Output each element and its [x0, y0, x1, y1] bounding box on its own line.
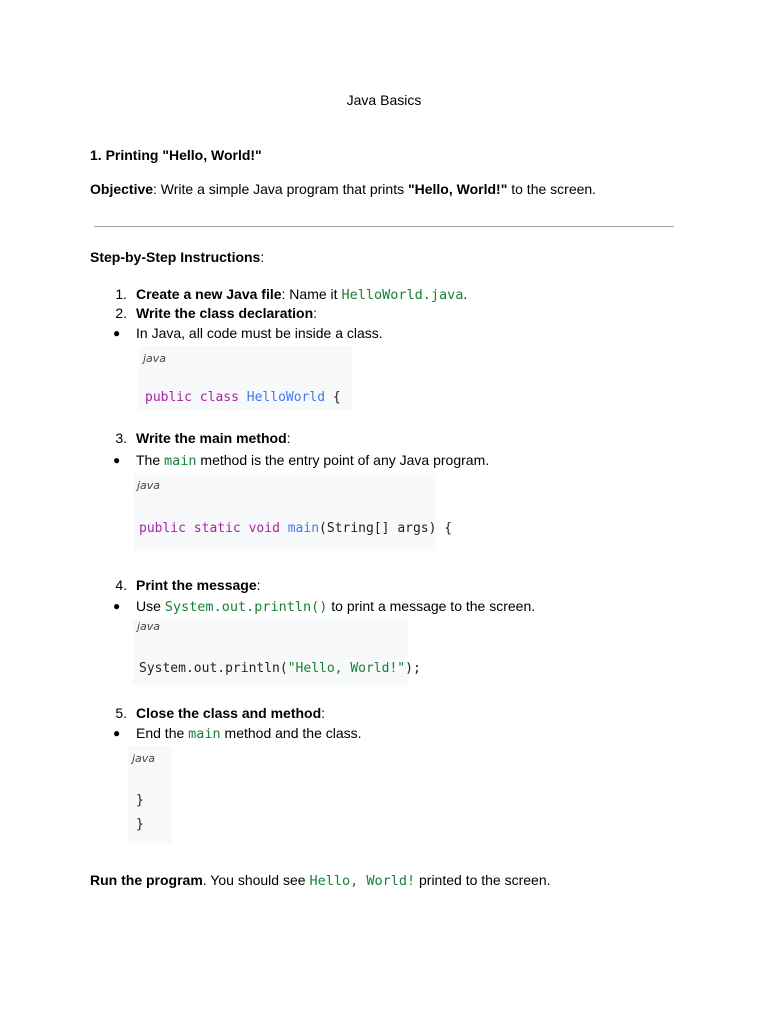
- step-3-bullet-code: main: [164, 453, 197, 469]
- code-block-class: [139, 346, 352, 410]
- objective-label: Objective: [90, 181, 154, 197]
- bullet-icon: ●: [113, 599, 121, 613]
- code-block-println: [133, 619, 421, 685]
- horizontal-divider: [94, 226, 674, 227]
- step-4-bullet: [136, 597, 535, 616]
- step-4-title: Print the message: [136, 577, 257, 593]
- code-line: [139, 521, 452, 536]
- step-3-title: Write the main method: [136, 430, 287, 446]
- code-block-closing-braces: [128, 746, 172, 843]
- instructions-heading-colon: :: [260, 249, 265, 265]
- step-5-bullet-text-end: method and the class.: [220, 725, 362, 741]
- code-keyword: public: [145, 390, 192, 405]
- code-function-name: main: [287, 521, 320, 536]
- run-output-code: Hello, World!: [309, 873, 416, 889]
- step-3-colon: :: [286, 430, 291, 446]
- step-4-bullet-text-end: to print a message to the screen.: [327, 598, 536, 614]
- step-number: 3.: [115, 430, 127, 446]
- step-2-bullet: In Java, all code must be inside a class.: [136, 325, 383, 341]
- objective-hello-world: "Hello, World!": [407, 181, 508, 197]
- step-4-bullet-code: System.out.println(): [164, 599, 328, 615]
- document-title: Java Basics: [346, 92, 422, 108]
- step-3-bullet: [136, 451, 489, 470]
- code-keyword: static: [193, 521, 241, 536]
- instructions-heading-label: Step-by-Step Instructions: [90, 249, 261, 265]
- code-params: (String[] args) {: [319, 521, 453, 536]
- run-text: . You should see: [202, 872, 310, 888]
- step-number: 5.: [115, 705, 127, 721]
- bullet-icon: ●: [113, 453, 121, 467]
- bullet-icon: ●: [113, 326, 121, 340]
- step-4: [136, 576, 261, 594]
- code-line: }: [136, 817, 144, 832]
- code-language-label: java: [132, 752, 156, 765]
- step-2-colon: :: [313, 305, 318, 321]
- step-1-period: .: [463, 286, 468, 302]
- step-5-colon: :: [321, 705, 326, 721]
- instructions-heading: [90, 248, 264, 266]
- step-5: [136, 704, 325, 722]
- step-5-bullet-code: main: [188, 726, 221, 742]
- code-call: System.out.println(: [139, 661, 288, 676]
- step-4-bullet-text: Use: [136, 598, 165, 614]
- code-class-name: HelloWorld: [246, 390, 326, 405]
- code-punctuation: );: [405, 661, 421, 676]
- step-2: [136, 304, 317, 322]
- step-1: [136, 285, 467, 304]
- step-3-bullet-text-end: method is the entry point of any Java program.: [196, 452, 490, 468]
- run-paragraph: [90, 871, 551, 890]
- step-number: 4.: [115, 577, 127, 593]
- step-1-title: Create a new Java file: [136, 286, 282, 302]
- code-block-main-method: [133, 473, 453, 551]
- step-5-title: Close the class and method: [136, 705, 322, 721]
- objective-text: : Write a simple Java program that prints: [153, 181, 408, 197]
- code-keyword: class: [199, 390, 239, 405]
- step-4-colon: :: [256, 577, 261, 593]
- objective-paragraph: [90, 180, 596, 198]
- code-string: "Hello, World!": [287, 661, 406, 676]
- code-language-label: java: [137, 479, 161, 492]
- code-keyword: public: [139, 521, 186, 536]
- step-1-filename: HelloWorld.java: [341, 287, 464, 303]
- code-keyword: void: [248, 521, 280, 536]
- step-3: [136, 429, 291, 447]
- step-number: 2.: [115, 305, 127, 321]
- step-3-bullet-text: The: [136, 452, 165, 468]
- objective-text-end: to the screen.: [507, 181, 597, 197]
- code-line: }: [136, 793, 144, 808]
- code-line: [145, 390, 341, 405]
- run-text-end: printed to the screen.: [415, 872, 551, 888]
- code-punctuation: {: [325, 390, 341, 405]
- step-5-bullet: [136, 724, 362, 743]
- code-language-label: java: [143, 352, 167, 365]
- step-1-text: : Name it: [281, 286, 342, 302]
- code-language-label: java: [137, 620, 161, 633]
- run-label: Run the program: [90, 872, 203, 888]
- step-5-bullet-text: End the: [136, 725, 189, 741]
- step-2-title: Write the class declaration: [136, 305, 314, 321]
- code-line: [139, 661, 421, 676]
- bullet-icon: ●: [113, 726, 121, 740]
- step-number: 1.: [115, 286, 127, 302]
- section-heading: 1. Printing "Hello, World!": [90, 147, 262, 163]
